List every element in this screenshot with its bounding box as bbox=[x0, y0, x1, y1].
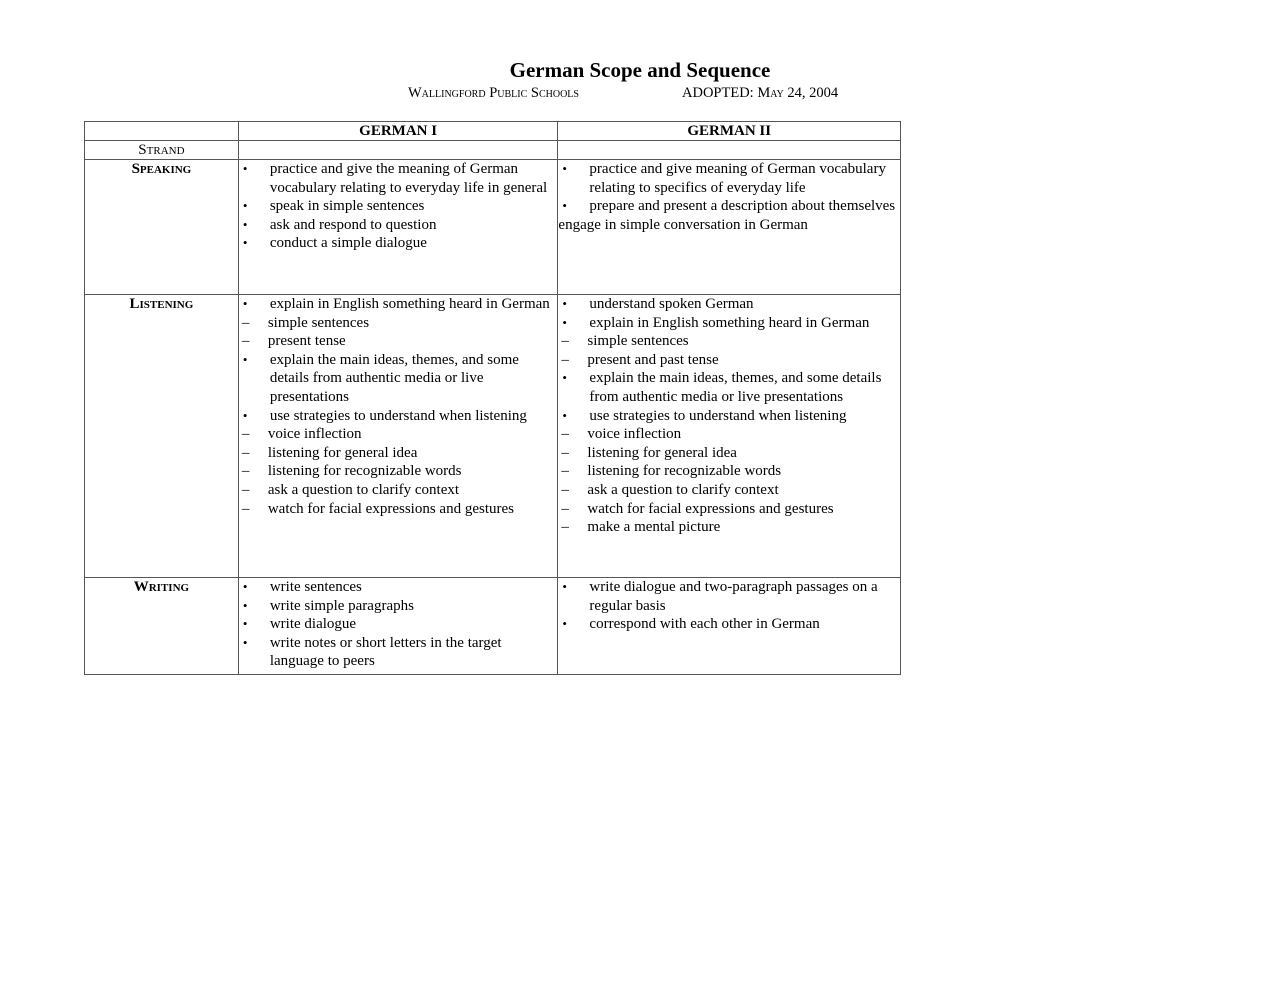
sub-list bbox=[241, 314, 558, 351]
sub-list-item bbox=[239, 332, 558, 351]
dash-icon: – bbox=[561, 333, 569, 350]
empty-cell bbox=[558, 141, 901, 160]
strand-label-row bbox=[85, 141, 901, 160]
sub-list-item bbox=[558, 462, 900, 481]
list-item bbox=[239, 160, 558, 197]
bullet-icon: • bbox=[242, 407, 248, 423]
bullet-icon: • bbox=[242, 296, 248, 311]
list-item-text: use strategies to understand when listening bbox=[269, 407, 527, 424]
sub-list-item-text: listening for recognizable words bbox=[587, 463, 782, 480]
sub-list-item bbox=[239, 500, 558, 519]
list-item bbox=[558, 295, 900, 314]
sub-list-item bbox=[558, 518, 900, 537]
bullet-icon: • bbox=[242, 198, 248, 214]
adopted-date: May 24, 2004 bbox=[757, 85, 839, 101]
sub-list-item-text: voice inflection bbox=[267, 426, 362, 443]
sub-list-item bbox=[239, 481, 558, 500]
german-1-listening-cell bbox=[238, 295, 558, 578]
sub-list-item-text: ask a question to clarify context bbox=[587, 481, 779, 498]
german-1-speaking-cell bbox=[238, 160, 558, 295]
empty-cell bbox=[238, 141, 558, 160]
dash-icon: – bbox=[561, 463, 569, 480]
german-2-speaking-plain-item: engage in simple conversation in German bbox=[558, 216, 808, 233]
list-item bbox=[239, 407, 558, 519]
document-title: German Scope and Sequence bbox=[509, 58, 771, 82]
strand-column-label: Strand bbox=[85, 141, 239, 160]
dash-icon: – bbox=[561, 500, 569, 517]
sub-list-item bbox=[239, 462, 558, 481]
bullet-icon: • bbox=[562, 296, 567, 311]
column-header-german-2: GERMAN II bbox=[558, 122, 901, 141]
dash-icon: – bbox=[241, 463, 250, 480]
list-item-text: write simple paragraphs bbox=[269, 597, 414, 614]
german-1-listening-list bbox=[239, 295, 558, 518]
sub-list-item-text: make a mental picture bbox=[587, 519, 721, 536]
list-item-text: explain in English something heard in German bbox=[269, 296, 550, 312]
german-1-writing-cell bbox=[238, 578, 558, 675]
list-item-text: write sentences bbox=[269, 579, 362, 595]
sub-list-item-text: listening for recognizable words bbox=[267, 463, 462, 480]
sub-list-item-text: present tense bbox=[267, 333, 346, 350]
list-item-text: write dialogue bbox=[269, 616, 357, 633]
school-name: Wallingford Public Schools bbox=[408, 85, 579, 101]
strand-listening: Listening bbox=[85, 295, 239, 578]
sub-list-item-text: ask a question to clarify context bbox=[267, 481, 460, 498]
dash-icon: – bbox=[561, 426, 569, 443]
column-header-german-1: GERMAN I bbox=[238, 122, 558, 141]
list-item-text: practice and give the meaning of German vocabulary relating to everyday life in general bbox=[269, 161, 548, 196]
list-item bbox=[239, 216, 558, 235]
sub-list bbox=[241, 425, 558, 518]
sub-list-item-text: watch for facial expressions and gestures bbox=[267, 500, 514, 517]
header-empty-cell bbox=[85, 122, 239, 141]
sub-list-item bbox=[239, 314, 558, 333]
sub-list-item-text: present and past tense bbox=[587, 351, 719, 368]
bullet-icon: • bbox=[242, 634, 248, 650]
bullet-icon: • bbox=[562, 370, 567, 386]
bullet-icon: • bbox=[562, 579, 567, 594]
table-row-listening bbox=[85, 295, 901, 578]
list-item bbox=[558, 160, 900, 197]
sub-list-item bbox=[558, 444, 900, 463]
list-item bbox=[558, 369, 900, 406]
list-item-text: practice and give meaning of German vocabulary relating to specifics of everyday life bbox=[589, 161, 886, 196]
bullet-icon: • bbox=[242, 216, 248, 232]
dash-icon: – bbox=[241, 426, 250, 443]
list-item bbox=[239, 597, 558, 616]
list-item bbox=[558, 314, 900, 370]
list-item bbox=[239, 197, 558, 216]
german-2-listening-cell bbox=[558, 295, 901, 578]
list-item bbox=[239, 578, 558, 597]
german-1-writing-list bbox=[239, 578, 558, 671]
sub-list-item bbox=[558, 481, 900, 500]
sub-list-item bbox=[558, 351, 900, 370]
scope-table bbox=[84, 121, 901, 675]
dash-icon: – bbox=[241, 314, 250, 331]
bullet-icon: • bbox=[562, 198, 567, 214]
list-item-text: write notes or short letters in the target language to peers bbox=[269, 634, 502, 670]
sub-list bbox=[561, 332, 900, 369]
adopted-label: ADOPTED: bbox=[682, 85, 758, 101]
sub-list bbox=[561, 425, 900, 537]
sub-list-item bbox=[239, 444, 558, 463]
list-item-text: correspond with each other in German bbox=[589, 616, 820, 633]
sub-list-item-text: simple sentences bbox=[267, 314, 370, 331]
german-2-writing-list bbox=[558, 578, 900, 634]
sub-list-item bbox=[239, 425, 558, 444]
german-2-speaking-list bbox=[558, 160, 900, 216]
dash-icon: – bbox=[241, 444, 250, 461]
dash-icon: – bbox=[561, 351, 569, 368]
bullet-icon: • bbox=[562, 616, 567, 632]
list-item-text: conduct a simple dialogue bbox=[269, 235, 427, 252]
german-2-listening-list bbox=[558, 295, 900, 537]
list-item-text: use strategies to understand when listening bbox=[589, 407, 847, 424]
list-item-text: explain the main ideas, themes, and some details from authentic media or live presentations bbox=[269, 351, 519, 405]
list-item-text: ask and respond to question bbox=[269, 216, 437, 233]
adopted-line bbox=[682, 85, 838, 102]
german-1-speaking-list bbox=[239, 160, 558, 253]
sub-list-item bbox=[558, 500, 900, 519]
list-item bbox=[558, 615, 900, 634]
list-item bbox=[558, 407, 900, 537]
list-item-text: explain the main ideas, themes, and some details from authentic media or live presentations bbox=[589, 370, 882, 405]
german-2-writing-cell bbox=[558, 578, 901, 675]
bullet-icon: • bbox=[562, 314, 567, 330]
table-row-speaking bbox=[85, 160, 901, 295]
bullet-icon: • bbox=[242, 579, 248, 594]
list-item-text: understand spoken German bbox=[589, 296, 754, 312]
sub-list-item bbox=[558, 425, 900, 444]
german-2-speaking-cell bbox=[558, 160, 901, 295]
sub-list-item-text: listening for general idea bbox=[587, 444, 737, 461]
bullet-icon: • bbox=[242, 616, 248, 632]
bullet-icon: • bbox=[242, 351, 248, 367]
bullet-icon: • bbox=[242, 597, 248, 613]
sub-list-item-text: simple sentences bbox=[587, 333, 689, 350]
bullet-icon: • bbox=[562, 407, 567, 423]
list-item bbox=[239, 295, 558, 351]
dash-icon: – bbox=[561, 519, 569, 536]
list-item bbox=[558, 197, 900, 216]
sub-list-item-text: listening for general idea bbox=[267, 444, 418, 461]
list-item-text: explain in English something heard in German bbox=[589, 314, 870, 331]
sub-list-item bbox=[558, 332, 900, 351]
table-header-row bbox=[85, 122, 901, 141]
list-item-text: write dialogue and two-paragraph passages on a regular basis bbox=[589, 579, 878, 614]
sub-list-item-text: watch for facial expressions and gestures bbox=[587, 500, 834, 517]
strand-speaking: Speaking bbox=[85, 160, 239, 295]
list-item bbox=[239, 234, 558, 253]
list-item bbox=[239, 615, 558, 634]
list-item bbox=[239, 351, 558, 407]
dash-icon: – bbox=[241, 333, 250, 350]
dash-icon: – bbox=[561, 481, 569, 498]
table-row-writing bbox=[85, 578, 901, 675]
dash-icon: – bbox=[241, 481, 250, 498]
list-item bbox=[558, 578, 900, 615]
sub-list-item-text: voice inflection bbox=[587, 426, 682, 443]
strand-writing: Writing bbox=[85, 578, 239, 675]
list-item bbox=[239, 634, 558, 671]
dash-icon: – bbox=[241, 500, 250, 517]
bullet-icon: • bbox=[242, 235, 248, 251]
bullet-icon: • bbox=[562, 161, 567, 176]
list-item-text: prepare and present a description about themselves bbox=[589, 198, 896, 215]
bullet-icon: • bbox=[242, 161, 248, 176]
list-item-text: speak in simple sentences bbox=[269, 198, 425, 215]
dash-icon: – bbox=[561, 444, 569, 461]
